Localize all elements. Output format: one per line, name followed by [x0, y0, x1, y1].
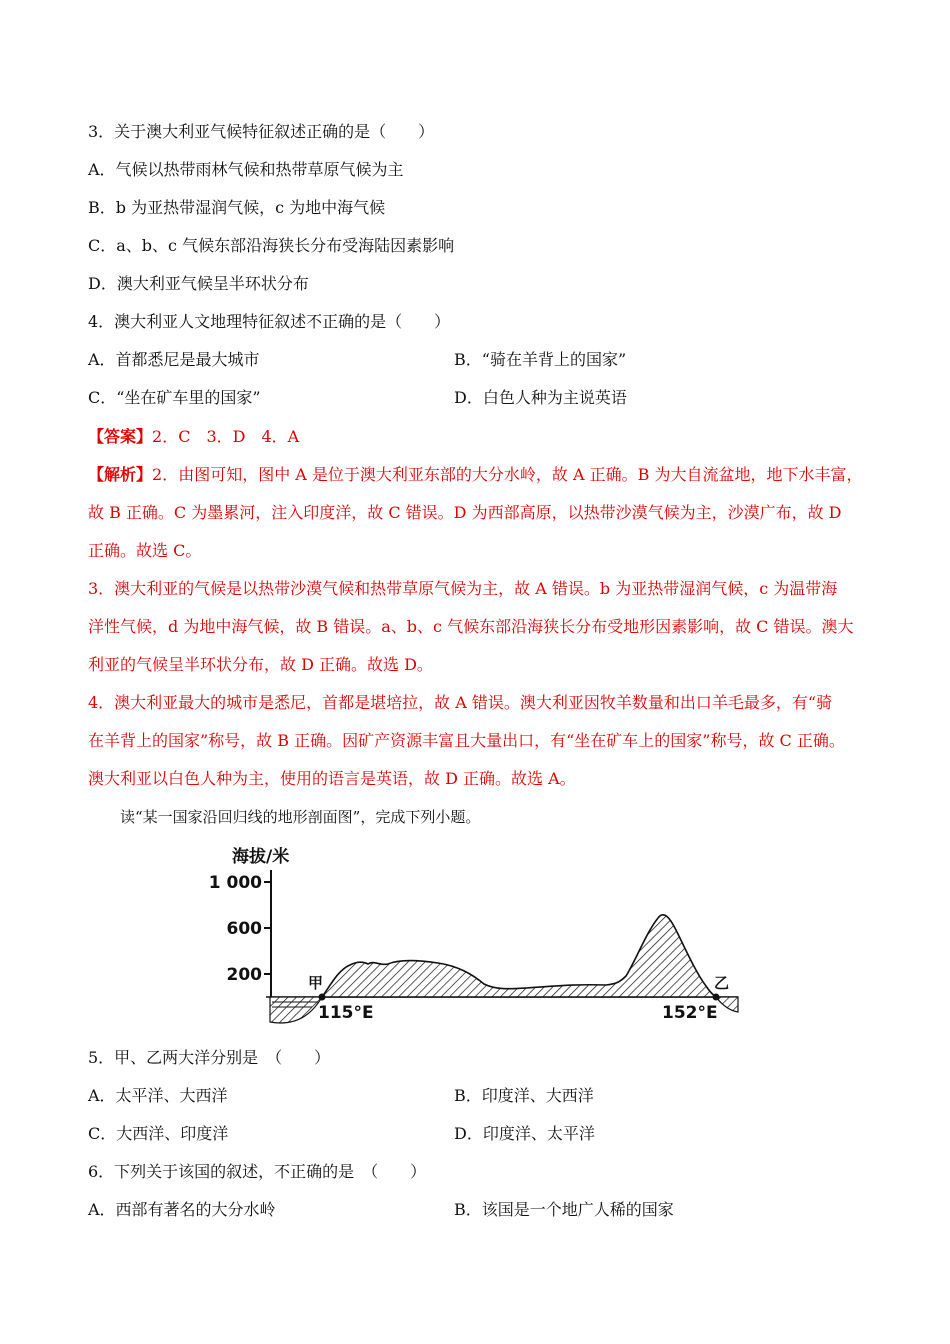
q6-option-a: A．西部有著名的大分水岭 — [88, 1200, 276, 1219]
left-ocean — [270, 997, 322, 1023]
analysis-p4-line3: 澳大利亚以白色人种为主，使用的语言是英语，故 D 正确。故选 A。 — [88, 769, 576, 788]
answer-tag: 【答案】 — [88, 427, 153, 446]
q4-option-a: A．首都悉尼是最大城市 — [88, 350, 260, 369]
answer-line — [88, 427, 299, 447]
q3-option-c: C．a、b、c 气候东部沿海狭长分布受海陆因素影响 — [88, 236, 455, 255]
q3-option-d: D．澳大利亚气候呈半环状分布 — [88, 274, 309, 293]
analysis-p2-line1 — [88, 465, 863, 485]
analysis-tag: 【解析】 — [88, 465, 153, 484]
right-ocean — [716, 997, 738, 1012]
analysis-p4-line1: 4．澳大利亚最大的城市是悉尼，首都是堪培拉，故 A 错误。澳大利亚因牧羊数量和出口羊毛最多，有“骑 — [88, 693, 833, 712]
analysis-p3-line3: 利亚的气候呈半环状分布，故 D 正确。故选 D。 — [88, 655, 433, 674]
y-tick-label-600: 600 — [226, 919, 262, 939]
left-coast-point — [319, 994, 326, 1001]
q5-stem: 5．甲、乙两大洋分别是 （ ） — [88, 1048, 331, 1067]
right-ocean-label: 乙 — [714, 974, 730, 992]
q3-option-a: A．气候以热带雨林气候和热带草原气候为主 — [88, 160, 404, 179]
analysis-p3-line2: 洋性气候，d 为地中海气候，故 B 错误。a、b、c 气候东部沿海狭长分布受地形因素影响，故 C 错误。澳大 — [88, 617, 854, 636]
q6-stem: 6．下列关于该国的叙述，不正确的是 （ ） — [88, 1162, 427, 1181]
analysis-p4-line2: 在羊背上的国家”称号，故 B 正确。因矿产资源丰富且大量出口，有“坐在矿车上的国家”称号，故 C 正确。 — [88, 731, 845, 750]
q5-option-a: A．太平洋、大西洋 — [88, 1086, 228, 1105]
analysis-p2-text: 2．由图可知，图中 A 是位于澳大利亚东部的大分水岭，故 A 正确。B 为大自流盆地，地下水丰富， — [152, 465, 863, 484]
y-axis-label: 海拔/米 — [232, 847, 290, 867]
terrain-profile-figure — [208, 838, 746, 1028]
left-ocean-label: 甲 — [308, 974, 324, 992]
y-tick-label-1000: 1 000 — [208, 873, 262, 893]
q5-option-c: C．大西洋、印度洋 — [88, 1124, 229, 1143]
q3-stem: 3．关于澳大利亚气候特征叙述正确的是（ ） — [88, 122, 435, 141]
q4-option-b: B．“骑在羊背上的国家” — [454, 350, 627, 369]
q3-option-b: B．b 为亚热带湿润气候，c 为地中海气候 — [88, 198, 386, 217]
figure-intro: 读“某一国家沿回归线的地形剖面图”，完成下列小题。 — [120, 808, 481, 826]
answer-text: 2．C 3．D 4．A — [152, 427, 300, 446]
q5-option-d: D．印度洋、太平洋 — [454, 1124, 595, 1143]
left-longitude-label: 115°E — [318, 1003, 374, 1023]
right-longitude-label: 152°E — [662, 1003, 718, 1023]
q6-option-b: B．该国是一个地广人稀的国家 — [454, 1200, 674, 1219]
analysis-p2-line3: 正确。故选 C。 — [88, 541, 202, 560]
q5-option-b: B．印度洋、大西洋 — [454, 1086, 594, 1105]
right-coast-point — [713, 994, 720, 1001]
y-tick-label-200: 200 — [226, 965, 262, 985]
analysis-p3-line1: 3．澳大利亚的气候是以热带沙漠气候和热带草原气候为主，故 A 错误。b 为亚热带湿润气候，c 为温带海 — [88, 579, 838, 598]
q4-option-c: C．“坐在矿车里的国家” — [88, 388, 261, 407]
analysis-p2-line2: 故 B 正确。C 为墨累河，注入印度洋，故 C 错误。D 为西部高原，以热带沙漠气候为主，沙漠广布，故 D — [88, 503, 842, 522]
q4-stem: 4．澳大利亚人文地理特征叙述不正确的是（ ） — [88, 312, 451, 331]
land-profile — [322, 915, 716, 997]
q4-option-d: D．白色人种为主说英语 — [454, 388, 627, 407]
